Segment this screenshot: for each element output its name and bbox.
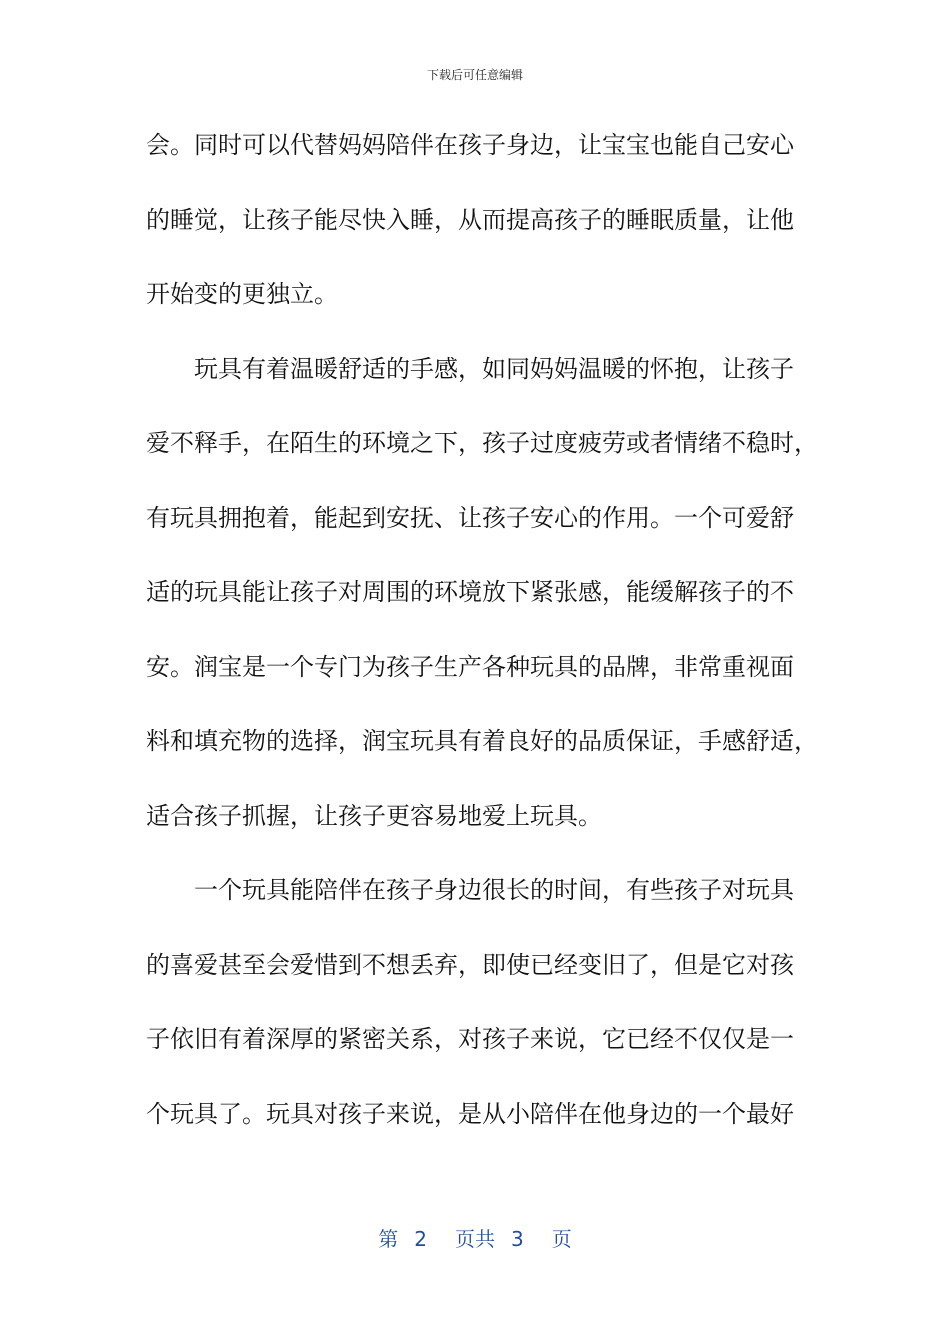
footer-word-ye: 页 — [551, 1227, 572, 1251]
current-page-number: 2 — [414, 1227, 427, 1251]
text-line: 开始变的更独立。 — [146, 280, 338, 308]
footer-word-ye-gong: 页共 — [455, 1227, 495, 1251]
text-line: 料和填充物的选择，润宝玩具有着良好的品质保证，手感舒适， — [146, 727, 818, 755]
footer-word-di: 第 — [378, 1227, 399, 1251]
text-line: 爱不释手，在陌生的环境之下，孩子过度疲劳或者情绪不稳时， — [146, 429, 818, 457]
text-line: 适的玩具能让孩子对周围的环境放下紧张感，能缓解孩子的不 — [146, 578, 794, 606]
total-pages-number: 3 — [511, 1227, 524, 1251]
page-footer — [0, 1226, 950, 1252]
text-line: 个玩具了。玩具对孩子来说，是从小陪伴在他身边的一个最好 — [146, 1099, 794, 1128]
text-line: 子依旧有着深厚的紧密关系，对孩子来说，它已经不仅仅是一 — [146, 1025, 794, 1053]
text-line: 适合孩子抓握，让孩子更容易地爱上玩具。 — [146, 801, 602, 830]
text-line: 的睡觉，让孩子能尽快入睡，从而提高孩子的睡眠质量，让他 — [146, 205, 794, 234]
text-line: 有玩具拥抱着，能起到安抚、让孩子安心的作用。一个可爱舒 — [146, 503, 794, 532]
document-body — [146, 121, 818, 1164]
text-line: 会。同时可以代替妈妈陪伴在孩子身边，让宝宝也能自己安心 — [146, 131, 794, 159]
text-line: 的喜爱甚至会爱惜到不想丢弃，即使已经变旧了，但是它对孩 — [146, 950, 794, 979]
page-header: 下载后可任意编辑 — [426, 68, 523, 82]
paragraph-start-line: 玩具有着温暖舒适的手感，如同妈妈温暖的怀抱，让孩子 — [194, 354, 794, 383]
paragraph-start-line: 一个玩具能陪伴在孩子身边很长的时间，有些孩子对玩具 — [194, 876, 794, 904]
text-line: 安。润宝是一个专门为孩子生产各种玩具的品牌，非常重视面 — [146, 652, 794, 681]
